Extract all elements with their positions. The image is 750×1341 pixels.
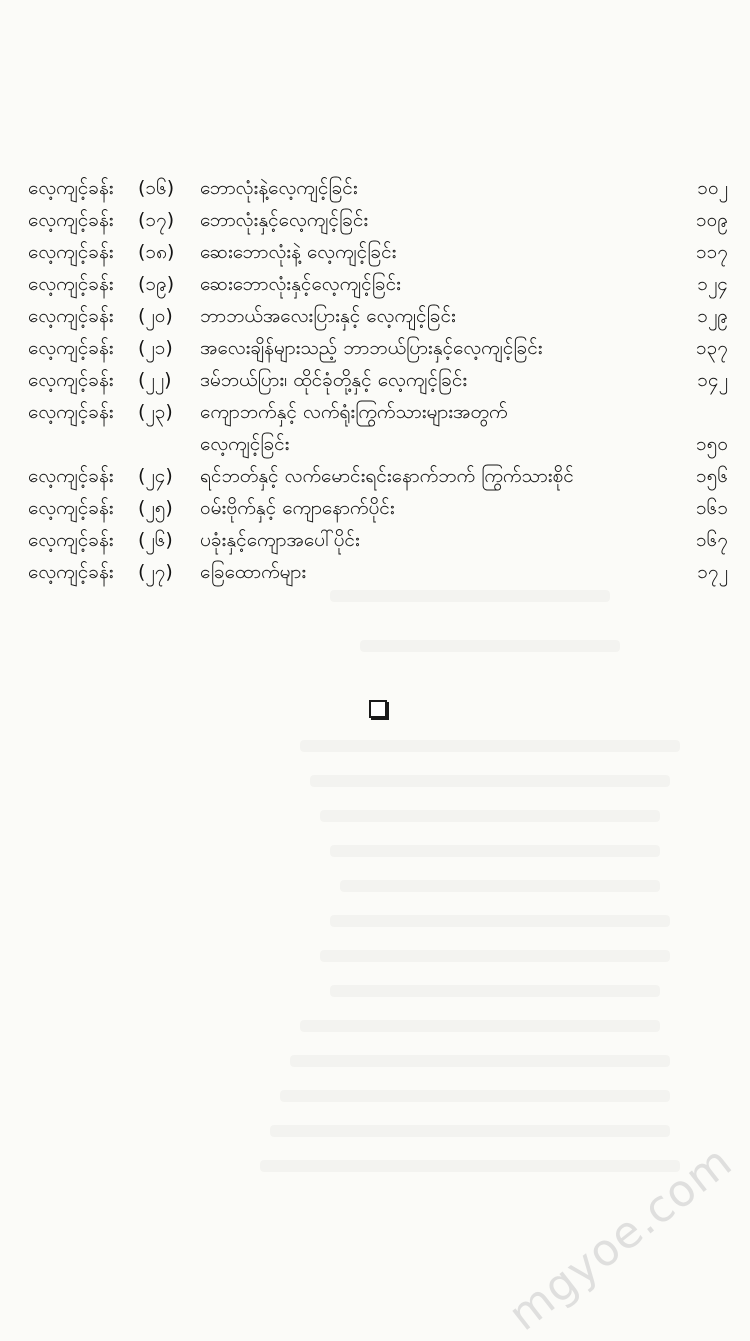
toc-entry-label: လေ့ကျင့်ခန်း xyxy=(28,305,114,327)
toc-entry-title: ဆေးဘောလုံးနဲ့ လေ့ကျင့်ခြင်း xyxy=(200,241,397,263)
toc-entry[interactable] xyxy=(28,332,728,364)
toc-entry-label: လေ့ကျင့်ခန်း xyxy=(28,177,114,199)
toc-entry-title: ဝမ်းဗိုက်နှင့် ကျောနောက်ပိုင်း xyxy=(200,497,395,519)
toc-entry-title: ရင်ဘတ်နှင့် လက်မောင်းရင်းနောက်ဘက် ကြွက်သားစိုင် xyxy=(200,465,574,487)
table-of-contents xyxy=(28,172,728,588)
end-of-section-box-icon xyxy=(369,700,387,718)
toc-entry[interactable] xyxy=(28,268,728,300)
toc-entry-title: ခြေထောက်များ xyxy=(200,561,307,583)
toc-entry[interactable] xyxy=(28,460,728,492)
toc-entry-number: (၂၂) xyxy=(138,369,172,391)
toc-entry-number: (၂၃) xyxy=(138,401,173,423)
toc-entry-page: ၁၂၄ xyxy=(697,273,728,295)
toc-entry-label: လေ့ကျင့်ခန်း xyxy=(28,369,114,391)
toc-entry-title: အလေးချိန်များသည့် ဘာဘယ်ပြားနှင့်လေ့ကျင့်ခြင်း xyxy=(200,337,543,359)
toc-entry-page: ၁၅၀ xyxy=(695,433,728,455)
toc-entry-page: ၁၄၂ xyxy=(697,369,728,391)
toc-entry-page: ၁၆၁ xyxy=(695,497,728,519)
toc-entry[interactable] xyxy=(28,492,728,524)
toc-entry[interactable] xyxy=(28,524,728,556)
toc-entry-title-continued: လေ့ကျင့်ခြင်း xyxy=(200,433,290,455)
toc-entry-page: ၁၁၇ xyxy=(695,241,728,263)
toc-entry-page: ၁၆၇ xyxy=(695,529,728,551)
toc-entry-number: (၂၇) xyxy=(138,561,173,583)
toc-entry-title: ဒမ်ဘယ်ပြား၊ ထိုင်ခုံတို့နှင့် လေ့ကျင့်ခြင်း xyxy=(200,369,468,391)
toc-entry-number: (၂၆) xyxy=(138,529,173,551)
toc-entry-title: ဘာဘယ်အလေးပြားနှင့် လေ့ကျင့်ခြင်း xyxy=(200,305,456,327)
toc-entry-number: (၁၇) xyxy=(138,209,175,231)
toc-entry-title: ပခုံးနှင့်ကျောအပေါ်ပိုင်း xyxy=(200,529,360,551)
toc-entry-number: (၁၈) xyxy=(138,241,175,263)
toc-entry-label: လေ့ကျင့်ခန်း xyxy=(28,273,114,295)
toc-entry-number: (၂၅) xyxy=(138,497,173,519)
toc-entry-page: ၁၃၇ xyxy=(695,337,728,359)
toc-entry-label: လေ့ကျင့်ခန်း xyxy=(28,561,114,583)
toc-entry-label: လေ့ကျင့်ခန်း xyxy=(28,497,114,519)
toc-entry-label: လေ့ကျင့်ခန်း xyxy=(28,529,114,551)
toc-entry-title: ကျောဘက်နှင့် လက်ရုံးကြွက်သားများအတွက် xyxy=(200,401,508,423)
toc-entry-label: လေ့ကျင့်ခန်း xyxy=(28,465,114,487)
toc-entry-number: (၁၉) xyxy=(138,273,175,295)
toc-entry-label: လေ့ကျင့်ခန်း xyxy=(28,337,114,359)
toc-entry-page: ၁၀၂ xyxy=(697,177,728,199)
toc-entry-page: ၁၂၉ xyxy=(697,305,728,327)
toc-entry-label: လေ့ကျင့်ခန်း xyxy=(28,401,114,423)
toc-entry-page: ၁၀၉ xyxy=(695,209,728,231)
toc-entry-number: (၂၁) xyxy=(138,337,173,359)
toc-entry-number: (၂၀) xyxy=(138,305,173,327)
toc-entry-title: ဆေးဘောလုံးနှင့်လေ့ကျင့်ခြင်း xyxy=(200,273,401,295)
watermark: mgyoe.com xyxy=(499,1135,742,1341)
toc-entry[interactable] xyxy=(28,556,728,588)
toc-entry-number: (၂၄) xyxy=(138,465,173,487)
toc-entry[interactable] xyxy=(28,236,728,268)
toc-entry[interactable] xyxy=(28,172,728,204)
toc-entry-title: ဘောလုံးနှင့်လေ့ကျင့်ခြင်း xyxy=(200,209,369,231)
toc-entry-page: ၁၇၂ xyxy=(697,561,728,583)
toc-entry-label: လေ့ကျင့်ခန်း xyxy=(28,209,114,231)
toc-entry-title: ဘောလုံးနဲ့လေ့ကျင့်ခြင်း xyxy=(200,177,358,199)
toc-entry[interactable] xyxy=(28,300,728,332)
toc-entry[interactable] xyxy=(28,364,728,396)
toc-entry-label: လေ့ကျင့်ခန်း xyxy=(28,241,114,263)
toc-entry-page: ၁၅၆ xyxy=(695,465,728,487)
toc-entry[interactable] xyxy=(28,204,728,236)
toc-entry[interactable] xyxy=(28,396,728,460)
toc-entry-number: (၁၆) xyxy=(138,177,175,199)
